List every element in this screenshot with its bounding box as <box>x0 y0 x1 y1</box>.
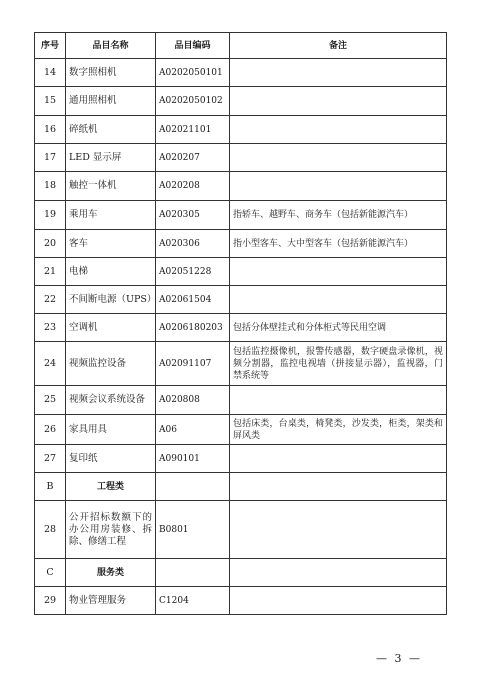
item-name: 空调机 <box>66 314 156 342</box>
item-name: 家具用具 <box>66 415 156 445</box>
item-remarks: 包括监控摄像机，报警传感器，数字硬盘录像机，视频分割器，监控电视墙（拼接显示器），监视器，门禁系统等 <box>230 342 447 386</box>
table-row <box>35 144 447 172</box>
item-name: 乘用车 <box>66 201 156 230</box>
table-row <box>35 258 447 286</box>
item-code: A020808 <box>156 386 230 415</box>
item-seq: 29 <box>35 587 66 615</box>
item-name: 公开招标数额下的办公用房装修、拆除、修缮工程 <box>66 501 156 559</box>
item-code: A020207 <box>156 144 230 172</box>
section-seq: C <box>35 559 66 587</box>
item-name: 视频会议系统设备 <box>66 386 156 415</box>
item-code: A06 <box>156 415 230 445</box>
header-item-code: 品目编码 <box>156 33 230 59</box>
item-remarks <box>230 501 447 559</box>
item-remarks <box>230 87 447 116</box>
item-name: 不间断电源（UPS） <box>66 286 156 314</box>
item-remarks <box>230 116 447 144</box>
item-remarks: 指轿车、越野车、商务车（包括新能源汽车） <box>230 201 447 230</box>
item-name: 数字照相机 <box>66 59 156 87</box>
item-code: A090101 <box>156 445 230 473</box>
header-item-name: 品目名称 <box>66 33 156 59</box>
item-name: 通用照相机 <box>66 87 156 116</box>
table-cell-empty <box>230 473 447 501</box>
table-row <box>35 386 447 415</box>
item-code: A020305 <box>156 201 230 230</box>
item-remarks <box>230 59 447 87</box>
section-row-works <box>35 473 447 501</box>
section-seq: B <box>35 473 66 501</box>
item-code: B0801 <box>156 501 230 559</box>
item-seq: 25 <box>35 386 66 415</box>
item-remarks <box>230 587 447 615</box>
table-cell-empty <box>156 473 230 501</box>
item-code: A0202050101 <box>156 59 230 87</box>
section-row-services <box>35 559 447 587</box>
item-name: 触控一体机 <box>66 172 156 201</box>
item-remarks <box>230 172 447 201</box>
item-name: 碎纸机 <box>66 116 156 144</box>
item-name: LED 显示屏 <box>66 144 156 172</box>
table-row <box>35 501 447 559</box>
table-cell-empty <box>156 559 230 587</box>
table-row <box>35 116 447 144</box>
table-row <box>35 342 447 386</box>
item-remarks <box>230 144 447 172</box>
table-row <box>35 59 447 87</box>
item-code: A02091107 <box>156 342 230 386</box>
item-seq: 21 <box>35 258 66 286</box>
table-row <box>35 314 447 342</box>
table-row <box>35 230 447 258</box>
item-code: A0202050102 <box>156 87 230 116</box>
section-title: 工程类 <box>66 473 156 501</box>
item-seq: 19 <box>35 201 66 230</box>
table-row <box>35 172 447 201</box>
item-code: C1204 <box>156 587 230 615</box>
table-row <box>35 87 447 116</box>
item-code: A02021101 <box>156 116 230 144</box>
item-remarks <box>230 386 447 415</box>
item-name: 客车 <box>66 230 156 258</box>
item-seq: 22 <box>35 286 66 314</box>
item-seq: 20 <box>35 230 66 258</box>
item-remarks: 指小型客车、大中型客车（包括新能源汽车） <box>230 230 447 258</box>
table-row <box>35 286 447 314</box>
item-seq: 26 <box>35 415 66 445</box>
item-code: A02061504 <box>156 286 230 314</box>
item-code: A02051228 <box>156 258 230 286</box>
item-name: 物业管理服务 <box>66 587 156 615</box>
item-remarks <box>230 445 447 473</box>
item-name: 复印纸 <box>66 445 156 473</box>
item-remarks <box>230 258 447 286</box>
item-seq: 23 <box>35 314 66 342</box>
procurement-catalog-table <box>34 32 447 615</box>
item-seq: 27 <box>35 445 66 473</box>
section-title: 服务类 <box>66 559 156 587</box>
table-header-row <box>35 33 447 59</box>
page-number: — 3 — <box>376 652 422 665</box>
item-seq: 24 <box>35 342 66 386</box>
item-name: 电梯 <box>66 258 156 286</box>
item-code: A020208 <box>156 172 230 201</box>
item-seq: 28 <box>35 501 66 559</box>
item-name: 视频监控设备 <box>66 342 156 386</box>
header-remarks: 备注 <box>230 33 447 59</box>
table-row <box>35 587 447 615</box>
table-row <box>35 415 447 445</box>
item-remarks <box>230 286 447 314</box>
item-seq: 17 <box>35 144 66 172</box>
item-code: A020306 <box>156 230 230 258</box>
item-seq: 16 <box>35 116 66 144</box>
header-seq: 序号 <box>35 33 66 59</box>
table-row <box>35 445 447 473</box>
item-seq: 15 <box>35 87 66 116</box>
item-seq: 14 <box>35 59 66 87</box>
table-row <box>35 201 447 230</box>
item-remarks: 包括床类，台桌类，椅凳类，沙发类，柜类，架类和屏风类 <box>230 415 447 445</box>
table-cell-empty <box>230 559 447 587</box>
item-seq: 18 <box>35 172 66 201</box>
item-code: A0206180203 <box>156 314 230 342</box>
item-remarks: 包括分体壁挂式和分体柜式等民用空调 <box>230 314 447 342</box>
